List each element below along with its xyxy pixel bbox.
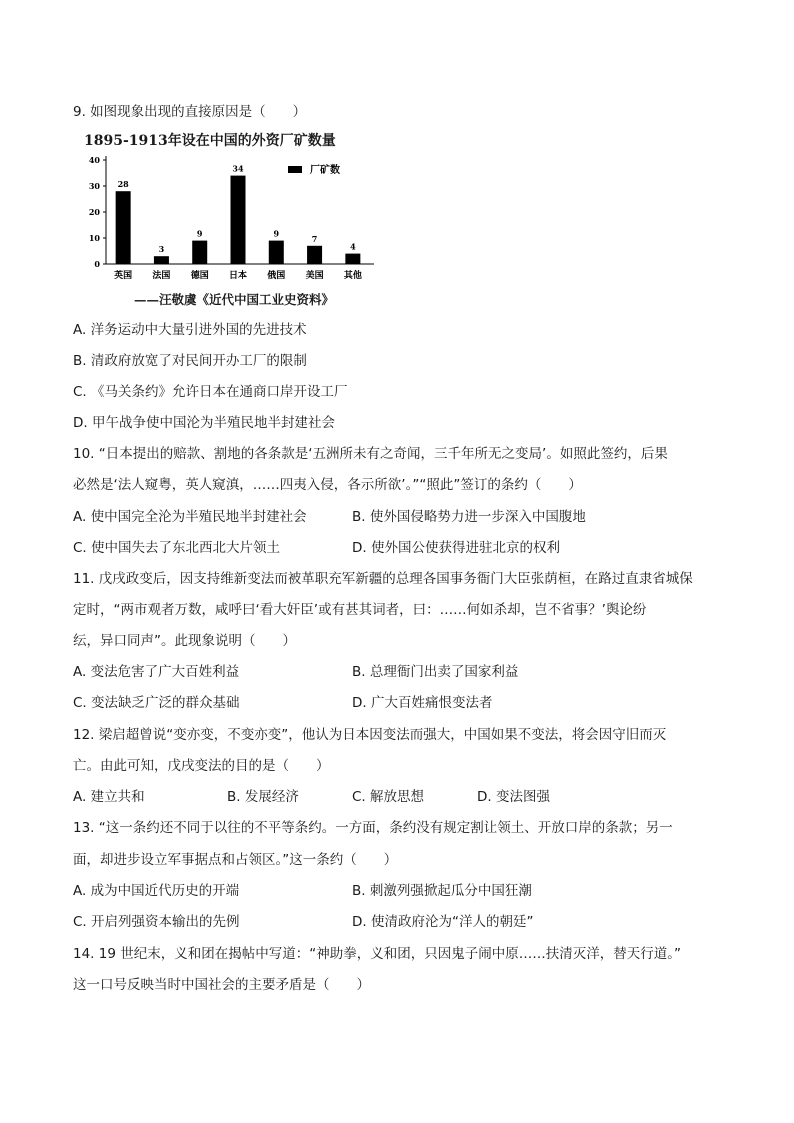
y-tick-label: 0 <box>94 259 100 269</box>
y-tick-label: 40 <box>88 155 100 165</box>
q10-options-row2 <box>73 538 560 558</box>
bar <box>345 254 360 264</box>
bar <box>116 191 131 264</box>
q11-option-b[interactable]: B. 总理衙门出卖了国家利益 <box>352 664 519 680</box>
category-label: 俄国 <box>267 271 286 281</box>
q9-option-b[interactable]: B. 清政府放宽了对民间开办工厂的限制 <box>73 353 307 369</box>
q11-options-row2 <box>73 693 493 713</box>
q10-option-a[interactable]: A. 使中国完全沦为半殖民地半封建社会 <box>73 509 307 525</box>
q13-stem-line1: 13. “这一条约还不同于以往的不平等条约。一方面，条约没有规定割让领土、开放口岸的条款；另一 <box>73 820 673 836</box>
q12-options-row <box>73 787 550 807</box>
bar <box>231 176 246 264</box>
legend-label: 厂矿数 <box>310 165 340 176</box>
bar <box>269 241 284 264</box>
bar-chart <box>84 130 384 310</box>
q12-option-c[interactable]: C. 解放思想 <box>352 789 425 805</box>
data-label: 9 <box>273 228 280 239</box>
data-label: 7 <box>311 233 318 244</box>
y-tick-label: 30 <box>88 181 100 191</box>
category-label: 日本 <box>228 271 248 281</box>
q14-stem-line1: 14. 19 世纪末，义和团在揭帖中写道：“神助拳，义和团，只因鬼子闹中原……扶清灭洋，替天行道。” <box>73 946 681 962</box>
q13-options-row1 <box>73 881 532 901</box>
q13-option-d[interactable]: D. 使清政府沦为“洋人的朝廷” <box>352 914 534 930</box>
q12-option-d[interactable]: D. 变法图强 <box>477 789 550 805</box>
q13-option-a[interactable]: A. 成为中国近代历史的开端 <box>73 883 240 899</box>
q9-option-a[interactable]: A. 洋务运动中大量引进外国的先进技术 <box>73 322 307 338</box>
q13-options-row2 <box>73 912 534 932</box>
q11-option-c[interactable]: C. 变法缺乏广泛的群众基础 <box>73 695 240 711</box>
y-tick-label: 10 <box>88 233 100 243</box>
bar <box>307 246 322 264</box>
q10-stem-line1: 10. “日本提出的赔款、割地的各条款是‘五洲所未有之奇闻，三千年所无之变局’。如照此签约，后果 <box>73 446 668 462</box>
bar <box>192 241 207 264</box>
q9-option-d[interactable]: D. 甲午战争使中国沦为半殖民地半封建社会 <box>73 415 335 431</box>
chart-source: ——汪敬虞《近代中国工业史资料》 <box>134 292 335 307</box>
q11-stem-line3: 纭，异口同声”。此现象说明（ ） <box>73 633 296 649</box>
data-label: 9 <box>196 228 203 239</box>
q10-option-d[interactable]: D. 使外国公使获得进驻北京的权利 <box>352 540 560 556</box>
q11-stem-line2: 定时，“两市观者万数，咸呼曰‘看大奸臣’或有甚其词者，曰：……何如杀却，岂不省事？’舆论纷 <box>73 602 647 618</box>
q9-option-c[interactable]: C. 《马关条约》允许日本在通商口岸开设工厂 <box>73 384 348 400</box>
category-label: 英国 <box>114 271 133 281</box>
data-label: 4 <box>350 241 356 252</box>
q11-option-d[interactable]: D. 广大百姓痛恨变法者 <box>352 695 493 711</box>
chart-title: 1895-1913年设在中国的外资厂矿数量 <box>84 133 336 149</box>
q12-stem-line2: 亡。由此可知，戊戌变法的目的是（ ） <box>73 758 330 774</box>
y-tick-label: 20 <box>88 207 100 217</box>
q10-stem-line2: 必然是‘法人窥粤，英人窥滇，……四夷入侵，各示所欲’。”“照此”签订的条约（ ） <box>73 477 582 493</box>
q10-option-c[interactable]: C. 使中国失去了东北西北大片领土 <box>73 540 281 556</box>
q11-options-row1 <box>73 662 519 682</box>
q11-option-a[interactable]: A. 变法危害了广大百姓利益 <box>73 664 240 680</box>
chart-svg <box>84 150 384 310</box>
q14-stem-line2: 这一口号反映当时中国社会的主要矛盾是（ ） <box>73 977 370 993</box>
q10-options-row1 <box>73 507 586 527</box>
data-label: 28 <box>117 179 129 190</box>
q11-stem-line1: 11. 戊戌政变后，因支持维新变法而被革职充军新疆的总理各国事务衙门大臣张荫桓，在路过直隶省城保 <box>73 571 693 587</box>
q10-option-b[interactable]: B. 使外国侵略势力进一步深入中国腹地 <box>352 509 586 525</box>
q12-option-a[interactable]: A. 建立共和 <box>73 789 145 805</box>
q9-stem: 9. 如图现象出现的直接原因是（ ） <box>73 104 307 120</box>
bar <box>154 256 169 264</box>
category-label: 法国 <box>152 271 171 281</box>
q12-option-b[interactable]: B. 发展经济 <box>227 789 299 805</box>
legend-swatch <box>288 166 302 173</box>
q13-stem-line2: 面，却进步设立军事据点和占领区。”这一条约（ ） <box>73 852 398 868</box>
q12-stem-line1: 12. 梁启超曾说“变亦变，不变亦变”，他认为日本因变法而强大，中国如果不变法，将会因守旧而灭 <box>73 727 667 743</box>
data-label: 34 <box>232 163 244 174</box>
category-label: 其他 <box>343 271 362 281</box>
category-label: 德国 <box>190 271 209 281</box>
category-label: 美国 <box>305 271 324 281</box>
data-label: 3 <box>158 244 165 255</box>
q13-option-c[interactable]: C. 开启列强资本输出的先例 <box>73 914 240 930</box>
q13-option-b[interactable]: B. 刺激列强掀起瓜分中国狂潮 <box>352 883 532 899</box>
